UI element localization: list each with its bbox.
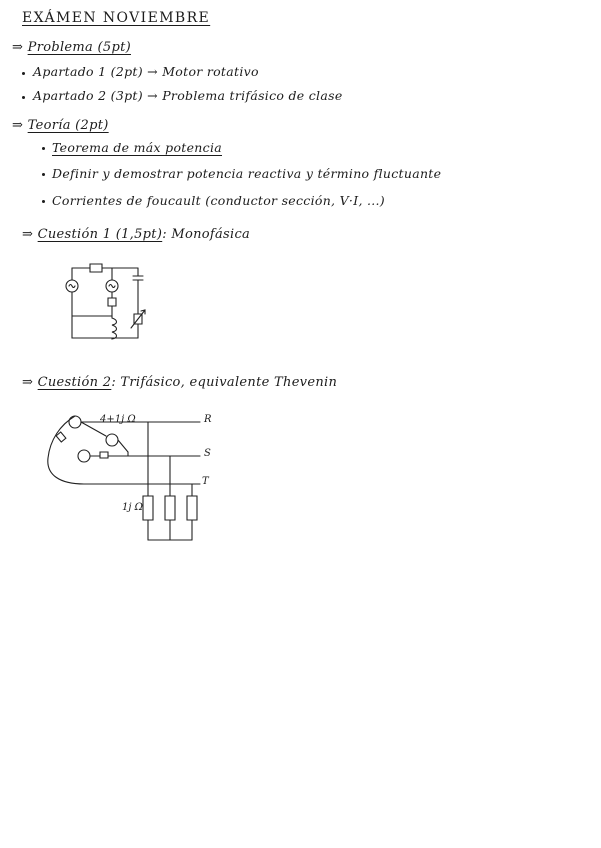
arrow-icon: ⇒ [12, 118, 24, 133]
impedance-label: 4+1j Ω [100, 414, 136, 425]
arrow-icon: ⇒ [12, 40, 24, 55]
arrow-icon: ⇒ [22, 227, 34, 242]
phase-r-label: R [204, 414, 212, 425]
teoria-item-3: Corrientes de foucault (conductor sección, V·I, ...) [52, 193, 385, 208]
page-title: EXÁMEN NOVIEMBRE [22, 10, 211, 26]
arrow-icon: ⇒ [22, 375, 34, 390]
problema-item-2: Apartado 2 (3pt) → Problema trifásico de clase [33, 88, 343, 103]
problema-item-1: Apartado 1 (2pt) → Motor rotativo [33, 64, 259, 79]
phase-t-label: T [202, 476, 209, 487]
teoria-item-2: Definir y demostrar potencia reactiva y término fluctuante [52, 166, 442, 181]
teoria-item-1: Teorema de máx potencia [52, 140, 222, 155]
problema-label: Problema (5pt) [27, 40, 131, 55]
cuestion2-suffix: : Trifásico, equivalente Thevenin [111, 375, 338, 390]
phase-s-label: S [204, 448, 211, 459]
cuestion1-label: Cuestión 1 (1,5pt) [37, 227, 163, 242]
cuestion1-suffix: : Monofásica [162, 227, 251, 242]
teoria-label: Teoría (2pt) [27, 118, 109, 133]
load-label: 1j Ω [122, 502, 143, 513]
cuestion2-label: Cuestión 2 [37, 375, 112, 390]
